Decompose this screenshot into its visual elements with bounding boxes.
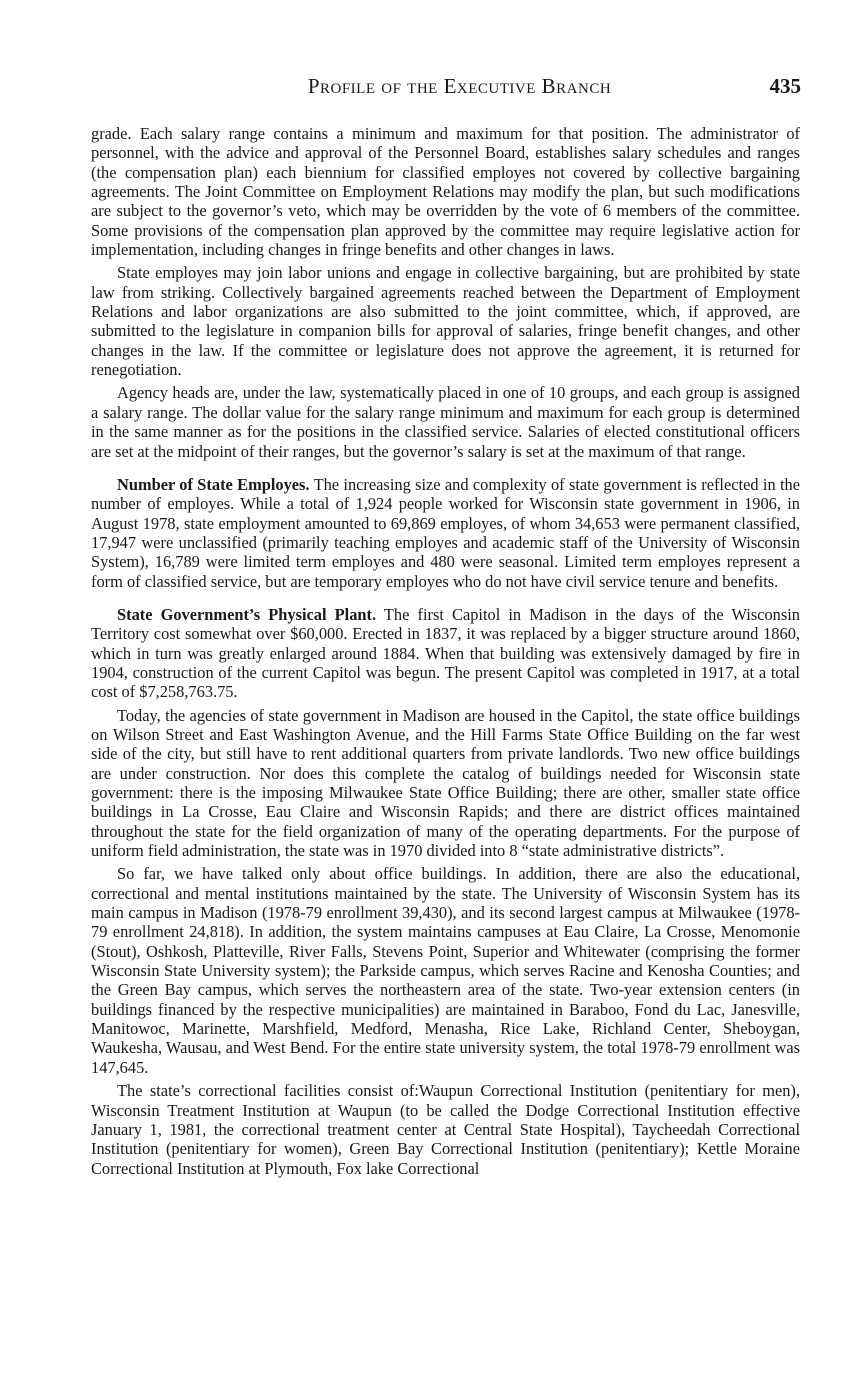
paragraph-labor-unions: State employes may join labor unions and engage in collective bargaining, but are prohibited by state law from striking. Collectively bargained agreements reached between the Department of Employment Relations and labor organizations are also submitted to the joint committee, which, if approved, are submitted to the legislature in companion bills for approval of salaries, fringe benefit changes, and other changes in the law. If the committee or legislature does not approve the agreement, it is returned for renegotiation. — [91, 263, 800, 380]
paragraph-text: The increasing size and complexity of state government is reflected in the number of employes. While a total of 1,924 people worked for Wisconsin state government in 1906, in August 1978, state employment amounted to 69,869 employes, of whom 34,653 were permanent classified, 17,947 were unclassified (primarily teaching employes and academic staff of the University of Wisconsin System), 16,789 were limited term employes and 480 were seasonal. Limited term employes represent a form of classified service, but are temporary employes who do not have civil service tenure and benefits. — [91, 474, 801, 591]
paragraph-agency-heads: Agency heads are, under the law, systematically placed in one of 10 groups, and each group is assigned a salary range. The dollar value for the salary range minimum and maximum for each group is determined in the same manner as for the positions in the classified service. Salaries of elected constitutional officers are set at the midpoint of their ranges, but the governor’s salary is set at the maximum of that range. — [91, 383, 800, 461]
paragraph-office-buildings: Today, the agencies of state government in Madison are housed in the Capitol, the state office buildings on Wilson Street and East Washington Avenue, and the Hill Farms State Office Building on the far west side of the city, but still have to rent additional quarters from private landlords. Two new office buildings are under construction. Nor does this complete the catalog of buildings needed for Wisconsin state government: there is the imposing Milwaukee State Office Building; there are other, smaller state office buildings in La Crosse, Eau Claire and Wisconsin Rapids; and there are district offices maintained throughout the state for the field organization of many of the operating departments. For the purpose of uniform field administration, the state was in 1970 divided into 8 “state administrative districts”. — [91, 705, 800, 861]
running-title: Profile of the Executive Branch — [307, 74, 612, 98]
paragraph-physical-plant — [91, 605, 800, 702]
paragraph-number-of-employes — [91, 475, 800, 591]
page-number: 435 — [769, 74, 801, 98]
page-header — [118, 74, 801, 104]
body-text — [91, 124, 800, 1178]
paragraph-text: The first Capitol in Madison in the days of the Wisconsin Territory cost somewhat over $60,000. Erected in 1837, it was replaced by a bigger structure around 1860, which in turn was greatly enlarged around 1884. When that building was extensively damaged by fire in 1904, construction of the current Capitol was begun. The present Capitol was completed in 1917, at a total cost of $7,258,763.75. — [91, 604, 801, 702]
section-heading-physical-plant: State Government’s Physical Plant. — [117, 604, 377, 624]
paragraph-institutions: So far, we have talked only about office buildings. In addition, there are also the educational, correctional and mental institutions maintained by the state. The University of Wisconsin System has its main campus in Madison (1978-79 enrollment 39,430), and its second largest campus at Milwaukee (1978-79 enrollment 24,818). In addition, the system maintains campuses at Eau Claire, La Crosse, Menomonie (Stout), Oshkosh, Platteville, River Falls, Stevens Point, Superior and Whitewater (comprising the former Wisconsin State University system); the Parkside campus, which serves Racine and Kenosha Counties; and the Green Bay campus, which serves the northeastern area of the state. Two-year extension centers (in buildings financed by the respective municipalities) are maintained in Baraboo, Fond du Lac, Janesville, Manitowoc, Marinette, Marshfield, Medford, Menasha, Rice Lake, Richland Center, Sheboygan, Waukesha, Wausau, and West Bend. For the entire state university system, the total 1978-79 enrollment was 147,645. — [91, 864, 800, 1077]
paragraph-compensation-plan: grade. Each salary range contains a minimum and maximum for that position. The administrator of personnel, with the advice and approval of the Personnel Board, establishes salary schedules and ranges (the compensation plan) each biennium for classified employes not covered by collective bargaining agreements. The Joint Committee on Employment Relations may modify the plan, but such modifications are subject to the governor’s veto, which may be overridden by the vote of 6 members of the committee. Some provisions of the compensation plan approved by the committee may require legislative action for implementation, including changes in fringe benefits and other changes in laws. — [91, 124, 800, 260]
section-heading-number-of-employes: Number of State Employes. — [117, 474, 310, 494]
paragraph-correctional-facilities: The state’s correctional facilities consist of:Waupun Correctional Institution (penitentiary for men), Wisconsin Treatment Institution at Waupun (to be called the Dodge Correctional Institution effective January 1, 1981, the correctional treatment center at Central State Hospital), Taycheedah Correctional Institution (penitentiary for women), Green Bay Correctional Institution (penitentiary); Kettle Moraine Correctional Institution at Plymouth, Fox lake Correctional — [91, 1081, 800, 1178]
